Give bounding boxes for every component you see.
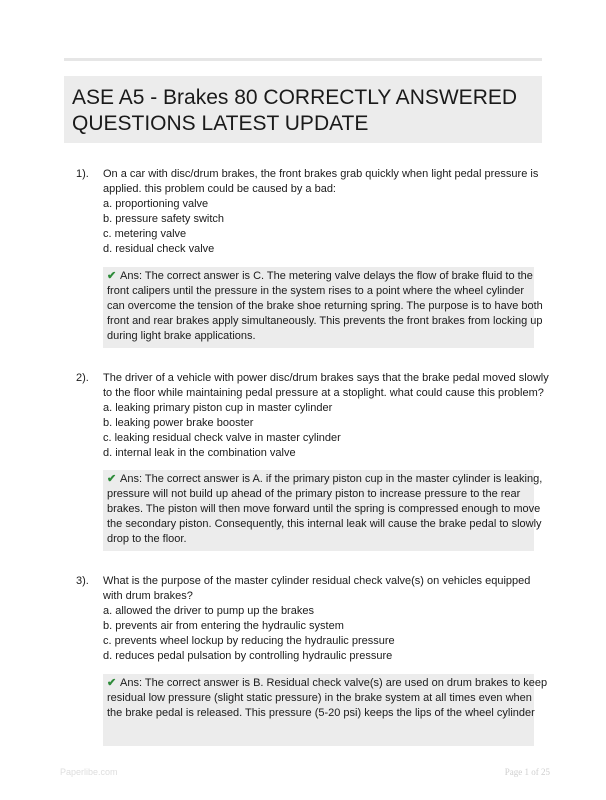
option-d: d. reduces pedal pulsation by controlling hydraulic pressure [103, 650, 393, 662]
check-icon: ✔ [107, 473, 117, 485]
option-a: a. leaking primary piston cup in master cylinder [103, 402, 333, 414]
option-b: b. prevents air from entering the hydraulic system [103, 620, 344, 632]
option-d: d. internal leak in the combination valve [103, 447, 296, 459]
question-line: On a car with disc/drum brakes, the front brakes grab quickly when light pedal pressure is [103, 168, 539, 180]
question-line: The driver of a vehicle with power disc/drum brakes says that the brake pedal moved slowly [103, 372, 549, 384]
question-line: to the floor while maintaining pedal pressure at a stoplight. what could cause this problem? [103, 387, 544, 399]
option-b: b. pressure safety switch [103, 213, 225, 225]
answer-line: can overcome the tension of the brake shoe returning spring. The purpose is to have both [107, 300, 543, 312]
question-number: 1). [76, 168, 89, 180]
answer-box [103, 470, 543, 551]
answer-line: drop to the floor. [107, 533, 187, 545]
answer-line: Ans: The correct answer is B. Residual check valve(s) are used on drum brakes to keep [120, 677, 548, 689]
title-line-1: ASE A5 - Brakes 80 CORRECTLY ANSWERED [72, 86, 518, 109]
option-c: c. leaking residual check valve in master cylinder [103, 432, 341, 444]
answer-line: pressure will not build up ahead of the primary piston to increase pressure to the rear [107, 488, 521, 500]
answer-line: Ans: The correct answer is C. The metering valve delays the flow of brake fluid to the [120, 270, 533, 282]
option-c: c. prevents wheel lockup by reducing the hydraulic pressure [103, 635, 395, 647]
option-b: b. leaking power brake booster [103, 417, 254, 429]
question-line: What is the purpose of the master cylinder residual check valve(s) on vehicles equipped [103, 575, 531, 587]
question-line: with drum brakes? [103, 590, 193, 602]
question-line: applied. this problem could be caused by a bad: [103, 183, 336, 195]
answer-line: the brake pedal is released. This pressure (5-20 psi) keeps the lips of the wheel cylinder [107, 707, 535, 719]
answer-line: Ans: The correct answer is A. if the primary piston cup in the master cylinder is leaking, [120, 473, 543, 485]
option-c: c. metering valve [103, 228, 187, 240]
answer-line: front and rear brakes apply simultaneously. This prevents the front brakes from locking up [107, 315, 543, 327]
answer-line: front calipers until the pressure in the system rises to a point where the wheel cylinder [107, 285, 524, 297]
answer-line: during light brake applications. [107, 330, 256, 342]
check-icon: ✔ [107, 677, 117, 689]
question-text [103, 371, 549, 461]
question-number: 2). [76, 372, 89, 384]
page-number: Page 1 of 25 [504, 767, 550, 777]
answer-line: residual low pressure (slight static pressure) in the brake system at all times even when [107, 692, 532, 704]
answer-box [103, 267, 543, 348]
question-text [103, 574, 535, 664]
answer-line: brakes. The piston will then move forward until the spring is compressed enough to move [107, 503, 541, 515]
answer-box [103, 674, 548, 746]
option-a: a. allowed the driver to pump up the brakes [103, 605, 314, 617]
question-text [103, 167, 539, 257]
answer-line: the secondary piston. Consequently, this internal leak will cause the brake pedal to slowly [107, 518, 542, 530]
option-a: a. proportioning valve [103, 198, 209, 210]
question-number: 3). [76, 575, 89, 587]
option-d: d. residual check valve [103, 243, 215, 255]
page-title [64, 76, 542, 143]
title-line-2: QUESTIONS LATEST UPDATE [72, 112, 369, 135]
check-icon: ✔ [107, 270, 117, 282]
footer-watermark: Paperlibe.com [60, 767, 118, 777]
top-divider [64, 58, 542, 61]
